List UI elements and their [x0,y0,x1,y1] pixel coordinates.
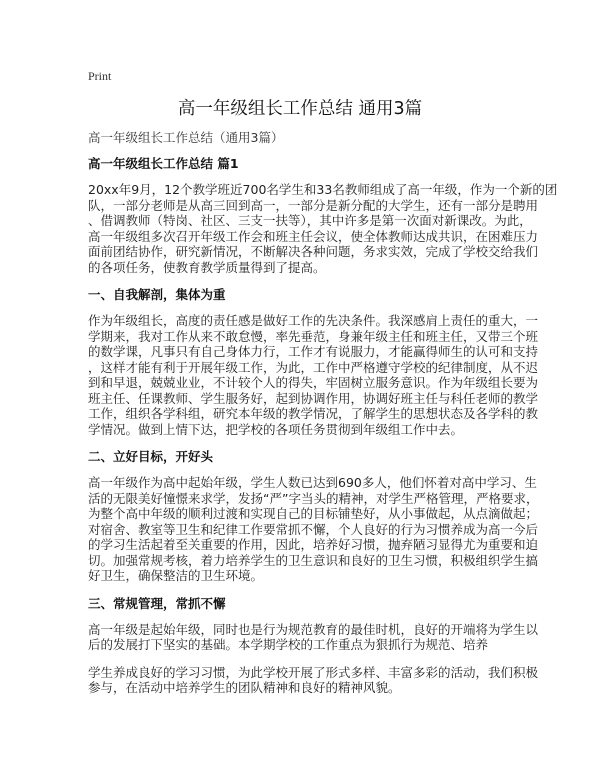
text-line: 活的无限美好憧憬来求学，发扬“严”字当头的精神，对学生严格管理，严格要求， [88,490,539,506]
document-page [88,68,558,708]
text-line: 的学习生活起着至关重要的作用，因此，培养好习惯，抛弃陋习显得尤为重要和迫 [88,537,539,552]
text-line: 的数学课，凡事只有自己身体力行，工作才有说服力，才能赢得师生的认可和支持 [88,344,539,359]
text-line: 班主任、任课教师、学生服务好，起到协调作用，协调好班主任与科任老师的教学 [88,390,539,406]
print-link[interactable]: Print [88,69,112,83]
text-line: 好卫生，确保整洁的卫生环境。 [88,568,264,583]
section-heading-2: 二、立好目标，开好头 [88,449,214,464]
closing-paragraph [88,665,558,696]
text-line: 20xx年9月，12个教学班近700名学生和33名教师组成了高一年级，作为一个新的团 [88,182,558,197]
document-title: 高一年级组长工作总结 通用3篇 [177,99,423,119]
document-subtitle: 高一年级组长工作总结（通用3篇） [88,130,284,145]
article-heading: 高一年级组长工作总结 篇1 [88,156,239,171]
text-line: 后的发展打下坚实的基础。本学期学校的工作重点为狠抓行为规范、培养 [88,637,489,652]
text-line: 作为年级组长，高度的责任感是做好工作的先决条件。我深感肩上责任的重大，一 [88,313,539,328]
text-line: 学期来，我对工作从来不敢怠慢，率先垂范，身兼年级主任和班主任，又带三个班 [88,328,539,344]
text-line: 、借调教师（特岗、社区、三支一扶等），其中许多是第一次面对新课改。为此， [88,213,532,228]
text-line: 为整个高中年级的顺利过渡和实现自己的目标铺垫好，从小事做起，从点滴做起； [88,506,539,521]
section-2-paragraph [88,475,558,584]
text-line: 到和早退，兢兢业业，不计较个人的得失，牢固树立服务意识。作为年级组长要为 [88,375,539,390]
text-line: 队，一部分老师是从高三回到高一，一部分是新分配的大学生，还有一部分是聘用 [88,197,539,213]
text-line: 高一年级组多次召开年级工作会和班主任会议，使全体教师达成共识，在困难压力 [88,228,539,244]
text-line: 工作，组织各学科组，研究本年级的教学情况，了解学生的思想状态及各学科的教 [88,406,539,421]
intro-paragraph [88,182,558,275]
section-1-paragraph [88,313,558,437]
text-line: 对宿舍、教室等卫生和纪律工作要常抓不懈，个人良好的行为习惯养成为高一今后 [88,521,539,537]
text-line: 高一年级是起始年级，同时也是行为规范教育的最佳时机，良好的开端将为学生以 [88,621,539,637]
text-line: 切。加强常规考核，着力培养学生的卫生意识和良好的卫生习惯，积极组织学生搞 [88,552,539,568]
text-line: 学情况。做到上情下达，把学校的各项任务贯彻到年级组工作中去。 [88,421,464,437]
text-line: 的各项任务，使教育教学质量得到了提高。 [88,259,326,275]
section-heading-3: 三、常规管理，常抓不懈 [88,595,226,611]
text-line: 参与，在活动中培养学生的团队精神和良好的精神风貌。 [88,680,401,695]
section-heading-1: 一、自我解剖，集体为重 [88,287,226,302]
text-line: 学生养成良好的学习习惯，为此学校开展了形式多样、丰富多彩的活动，我们积极 [88,664,539,680]
section-3-paragraph [88,622,558,653]
text-line: 高一年级作为高中起始年级，学生人数已达到690多人，他们怀着对高中学习、生 [88,475,537,490]
text-line: ，这样才能有利于开展年级工作，为此，工作中严格遵守学校的纪律制度，从不迟 [88,359,539,375]
text-line: 面前团结协作，研究新情况，不断解决各种问题，务求实效，完成了学校交给我们 [88,244,539,259]
